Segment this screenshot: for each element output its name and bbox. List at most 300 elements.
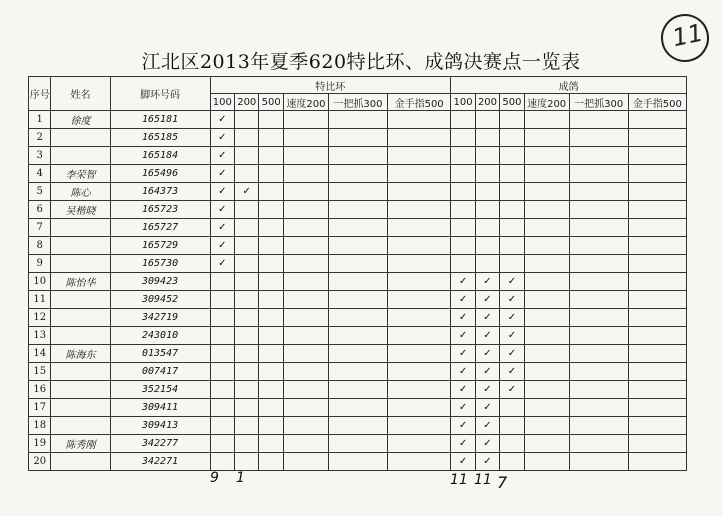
check-cell — [235, 165, 259, 183]
header-row — [29, 77, 687, 94]
subheader-cell: 速度200 — [283, 94, 328, 111]
row-number: 18 — [29, 417, 51, 435]
results-table — [28, 76, 687, 471]
check-cell — [235, 327, 259, 345]
table-row — [29, 291, 687, 309]
check-cell — [328, 291, 387, 309]
check-cell — [283, 237, 328, 255]
check-cell — [283, 435, 328, 453]
check-cell — [235, 381, 259, 399]
check-cell — [235, 255, 259, 273]
subheader-cell: 100 — [451, 94, 475, 111]
header-group-adult: 成鸽 — [451, 77, 687, 94]
ring-number: 165730 — [110, 255, 210, 273]
table-row — [29, 327, 687, 345]
check-cell — [628, 291, 686, 309]
check-cell — [628, 129, 686, 147]
check-cell — [628, 273, 686, 291]
check-cell — [259, 381, 283, 399]
ring-number: 165729 — [110, 237, 210, 255]
check-cell — [235, 363, 259, 381]
check-cell — [283, 327, 328, 345]
check-cell — [283, 399, 328, 417]
check-cell — [451, 183, 475, 201]
check-cell — [259, 273, 283, 291]
check-cell — [524, 219, 569, 237]
check-cell — [328, 273, 387, 291]
check-cell — [210, 273, 234, 291]
check-cell — [235, 291, 259, 309]
check-cell — [387, 165, 450, 183]
check-cell — [475, 147, 499, 165]
check-cell: ✓ — [475, 363, 499, 381]
owner-name — [51, 363, 110, 381]
owner-name — [51, 381, 110, 399]
check-cell — [451, 165, 475, 183]
check-cell — [451, 201, 475, 219]
check-cell — [524, 165, 569, 183]
subheader-cell: 一把抓300 — [328, 94, 387, 111]
ring-number: 165181 — [110, 111, 210, 129]
total-label: 1 — [236, 470, 245, 486]
table-row — [29, 345, 687, 363]
ring-number: 309413 — [110, 417, 210, 435]
ring-number: 309423 — [110, 273, 210, 291]
check-cell — [210, 309, 234, 327]
check-cell — [328, 435, 387, 453]
check-cell — [259, 345, 283, 363]
check-cell — [569, 129, 628, 147]
check-cell: ✓ — [451, 345, 475, 363]
table-row — [29, 363, 687, 381]
check-cell — [569, 291, 628, 309]
check-cell — [500, 435, 524, 453]
subheader-cell: 100 — [210, 94, 234, 111]
table-row — [29, 111, 687, 129]
check-cell — [628, 345, 686, 363]
total-label: 9 — [210, 470, 219, 486]
check-cell — [500, 219, 524, 237]
row-number: 16 — [29, 381, 51, 399]
check-cell — [524, 255, 569, 273]
check-cell — [569, 183, 628, 201]
table-row — [29, 399, 687, 417]
check-cell — [328, 255, 387, 273]
check-cell — [628, 111, 686, 129]
check-cell: ✓ — [210, 255, 234, 273]
check-cell — [569, 237, 628, 255]
ring-number: 013547 — [110, 345, 210, 363]
check-cell — [210, 435, 234, 453]
check-cell: ✓ — [451, 363, 475, 381]
check-cell — [628, 453, 686, 471]
check-cell — [451, 237, 475, 255]
check-cell — [387, 111, 450, 129]
table-row — [29, 129, 687, 147]
ring-number: 165727 — [110, 219, 210, 237]
check-cell — [328, 363, 387, 381]
check-cell: ✓ — [500, 291, 524, 309]
check-cell: ✓ — [451, 399, 475, 417]
check-cell — [500, 417, 524, 435]
row-number: 20 — [29, 453, 51, 471]
check-cell — [235, 237, 259, 255]
check-cell: ✓ — [500, 345, 524, 363]
owner-name: 徐度 — [51, 111, 110, 129]
check-cell — [283, 201, 328, 219]
check-cell — [628, 381, 686, 399]
check-cell — [283, 417, 328, 435]
check-cell — [387, 399, 450, 417]
check-cell: ✓ — [210, 129, 234, 147]
check-cell: ✓ — [451, 327, 475, 345]
check-cell — [283, 309, 328, 327]
table-row — [29, 381, 687, 399]
table-row — [29, 147, 687, 165]
ring-number: 165185 — [110, 129, 210, 147]
check-cell — [259, 111, 283, 129]
table-row — [29, 255, 687, 273]
check-cell — [283, 381, 328, 399]
check-cell — [387, 201, 450, 219]
check-cell — [569, 165, 628, 183]
check-cell — [475, 183, 499, 201]
check-cell — [500, 129, 524, 147]
check-cell — [235, 435, 259, 453]
check-cell — [387, 147, 450, 165]
table-row — [29, 237, 687, 255]
header-ring: 脚环号码 — [110, 77, 210, 111]
check-cell — [500, 255, 524, 273]
check-cell — [235, 129, 259, 147]
check-cell: ✓ — [210, 111, 234, 129]
check-cell — [500, 237, 524, 255]
ring-number: 342271 — [110, 453, 210, 471]
check-cell — [387, 273, 450, 291]
check-cell — [283, 345, 328, 363]
check-cell: ✓ — [451, 291, 475, 309]
check-cell — [569, 309, 628, 327]
check-cell — [628, 237, 686, 255]
check-cell — [283, 291, 328, 309]
check-cell — [524, 327, 569, 345]
row-number: 10 — [29, 273, 51, 291]
check-cell — [328, 327, 387, 345]
check-cell — [524, 237, 569, 255]
table-row — [29, 165, 687, 183]
check-cell — [259, 435, 283, 453]
check-cell — [628, 435, 686, 453]
check-cell: ✓ — [475, 327, 499, 345]
row-number: 8 — [29, 237, 51, 255]
ring-number: 007417 — [110, 363, 210, 381]
check-cell — [259, 453, 283, 471]
check-cell — [259, 291, 283, 309]
subheader-cell: 一把抓300 — [569, 94, 628, 111]
check-cell — [387, 345, 450, 363]
check-cell — [524, 345, 569, 363]
check-cell — [524, 183, 569, 201]
ring-number: 352154 — [110, 381, 210, 399]
check-cell — [387, 309, 450, 327]
check-cell — [235, 417, 259, 435]
check-cell — [283, 363, 328, 381]
check-cell: ✓ — [210, 201, 234, 219]
check-cell — [235, 219, 259, 237]
owner-name: 李荣智 — [51, 165, 110, 183]
check-cell: ✓ — [210, 219, 234, 237]
check-cell — [328, 399, 387, 417]
check-cell — [475, 255, 499, 273]
check-cell — [328, 183, 387, 201]
check-cell — [475, 129, 499, 147]
check-cell — [328, 309, 387, 327]
check-cell — [283, 183, 328, 201]
check-cell — [283, 129, 328, 147]
check-cell — [628, 327, 686, 345]
check-cell — [210, 453, 234, 471]
row-number: 15 — [29, 363, 51, 381]
owner-name — [51, 453, 110, 471]
ring-number: 165184 — [110, 147, 210, 165]
check-cell — [387, 327, 450, 345]
total-label: 11 — [474, 472, 492, 488]
row-number: 4 — [29, 165, 51, 183]
check-cell — [451, 255, 475, 273]
check-cell — [235, 147, 259, 165]
table-row — [29, 183, 687, 201]
check-cell: ✓ — [475, 345, 499, 363]
check-cell — [524, 453, 569, 471]
row-number: 17 — [29, 399, 51, 417]
check-cell — [569, 399, 628, 417]
check-cell — [210, 291, 234, 309]
check-cell — [569, 453, 628, 471]
check-cell — [524, 201, 569, 219]
subheader-cell: 金手指500 — [387, 94, 450, 111]
ring-number: 309411 — [110, 399, 210, 417]
owner-name — [51, 237, 110, 255]
check-cell — [259, 201, 283, 219]
check-cell — [475, 237, 499, 255]
check-cell — [569, 417, 628, 435]
check-cell: ✓ — [451, 381, 475, 399]
table-row — [29, 309, 687, 327]
check-cell — [500, 165, 524, 183]
check-cell — [628, 219, 686, 237]
owner-name — [51, 309, 110, 327]
check-cell — [569, 219, 628, 237]
check-cell — [628, 183, 686, 201]
owner-name: 吴楷晓 — [51, 201, 110, 219]
table-row — [29, 453, 687, 471]
check-cell — [259, 309, 283, 327]
check-cell — [283, 165, 328, 183]
owner-name — [51, 129, 110, 147]
check-cell — [569, 363, 628, 381]
check-cell — [328, 111, 387, 129]
check-cell — [259, 399, 283, 417]
check-cell — [628, 201, 686, 219]
check-cell — [475, 201, 499, 219]
check-cell: ✓ — [500, 381, 524, 399]
check-cell: ✓ — [235, 183, 259, 201]
check-cell: ✓ — [475, 291, 499, 309]
check-cell — [569, 381, 628, 399]
check-cell — [524, 309, 569, 327]
check-cell: ✓ — [451, 435, 475, 453]
check-cell — [259, 129, 283, 147]
check-cell — [524, 147, 569, 165]
check-cell — [259, 147, 283, 165]
check-cell: ✓ — [475, 399, 499, 417]
row-number: 11 — [29, 291, 51, 309]
check-cell: ✓ — [500, 273, 524, 291]
check-cell — [259, 237, 283, 255]
check-cell: ✓ — [500, 309, 524, 327]
check-cell — [210, 399, 234, 417]
check-cell — [328, 345, 387, 363]
owner-name — [51, 147, 110, 165]
check-cell — [387, 291, 450, 309]
ring-number: 164373 — [110, 183, 210, 201]
check-cell — [235, 273, 259, 291]
ring-number: 165496 — [110, 165, 210, 183]
check-cell — [283, 255, 328, 273]
check-cell — [387, 183, 450, 201]
check-cell — [259, 363, 283, 381]
table-row — [29, 417, 687, 435]
check-cell — [569, 273, 628, 291]
check-cell — [451, 111, 475, 129]
subheader-cell: 500 — [500, 94, 524, 111]
check-cell — [628, 165, 686, 183]
ring-number: 342719 — [110, 309, 210, 327]
row-number: 19 — [29, 435, 51, 453]
check-cell — [328, 237, 387, 255]
ring-number: 309452 — [110, 291, 210, 309]
check-cell — [524, 129, 569, 147]
check-cell: ✓ — [210, 237, 234, 255]
check-cell — [328, 219, 387, 237]
check-cell — [569, 255, 628, 273]
check-cell — [259, 417, 283, 435]
ring-number: 342277 — [110, 435, 210, 453]
owner-name — [51, 219, 110, 237]
check-cell — [569, 111, 628, 129]
row-number: 5 — [29, 183, 51, 201]
check-cell — [387, 363, 450, 381]
row-number: 14 — [29, 345, 51, 363]
check-cell — [235, 453, 259, 471]
table-body — [29, 111, 687, 471]
check-cell — [451, 219, 475, 237]
check-cell — [387, 255, 450, 273]
table-row — [29, 273, 687, 291]
check-cell — [387, 453, 450, 471]
check-cell — [524, 435, 569, 453]
owner-name — [51, 327, 110, 345]
owner-name — [51, 399, 110, 417]
check-cell — [500, 183, 524, 201]
check-cell — [524, 291, 569, 309]
check-cell — [387, 435, 450, 453]
check-cell — [283, 147, 328, 165]
check-cell: ✓ — [500, 327, 524, 345]
check-cell: ✓ — [210, 147, 234, 165]
check-cell — [259, 165, 283, 183]
table-row — [29, 219, 687, 237]
check-cell — [210, 381, 234, 399]
check-cell — [328, 147, 387, 165]
check-cell — [628, 363, 686, 381]
check-cell — [210, 327, 234, 345]
check-cell — [500, 201, 524, 219]
check-cell — [259, 183, 283, 201]
check-cell: ✓ — [451, 309, 475, 327]
check-cell — [628, 309, 686, 327]
check-cell — [569, 201, 628, 219]
check-cell — [283, 219, 328, 237]
check-cell — [283, 273, 328, 291]
check-cell — [328, 201, 387, 219]
check-cell — [475, 219, 499, 237]
check-cell — [210, 363, 234, 381]
check-cell — [259, 327, 283, 345]
check-cell — [628, 417, 686, 435]
check-cell — [475, 111, 499, 129]
check-cell — [569, 345, 628, 363]
check-cell — [328, 453, 387, 471]
check-cell — [500, 399, 524, 417]
check-cell: ✓ — [475, 453, 499, 471]
check-cell — [283, 111, 328, 129]
check-cell — [235, 111, 259, 129]
table-row — [29, 201, 687, 219]
check-cell — [235, 345, 259, 363]
check-cell — [387, 237, 450, 255]
check-cell — [387, 129, 450, 147]
check-cell — [524, 381, 569, 399]
check-cell — [328, 417, 387, 435]
check-cell — [328, 381, 387, 399]
check-cell — [451, 147, 475, 165]
check-cell: ✓ — [475, 417, 499, 435]
ring-number: 165723 — [110, 201, 210, 219]
owner-name — [51, 417, 110, 435]
check-cell: ✓ — [475, 435, 499, 453]
check-cell — [387, 417, 450, 435]
total-label: 7 — [497, 473, 508, 492]
row-number: 7 — [29, 219, 51, 237]
table-row — [29, 435, 687, 453]
check-cell — [387, 381, 450, 399]
total-label: 11 — [450, 472, 468, 488]
check-cell — [475, 165, 499, 183]
check-cell: ✓ — [210, 183, 234, 201]
check-cell — [500, 147, 524, 165]
check-cell — [569, 435, 628, 453]
owner-name — [51, 291, 110, 309]
row-number: 6 — [29, 201, 51, 219]
owner-name: 陈秀刚 — [51, 435, 110, 453]
check-cell — [210, 417, 234, 435]
row-number: 1 — [29, 111, 51, 129]
check-cell — [524, 417, 569, 435]
check-cell — [235, 309, 259, 327]
check-cell: ✓ — [210, 165, 234, 183]
row-number: 2 — [29, 129, 51, 147]
